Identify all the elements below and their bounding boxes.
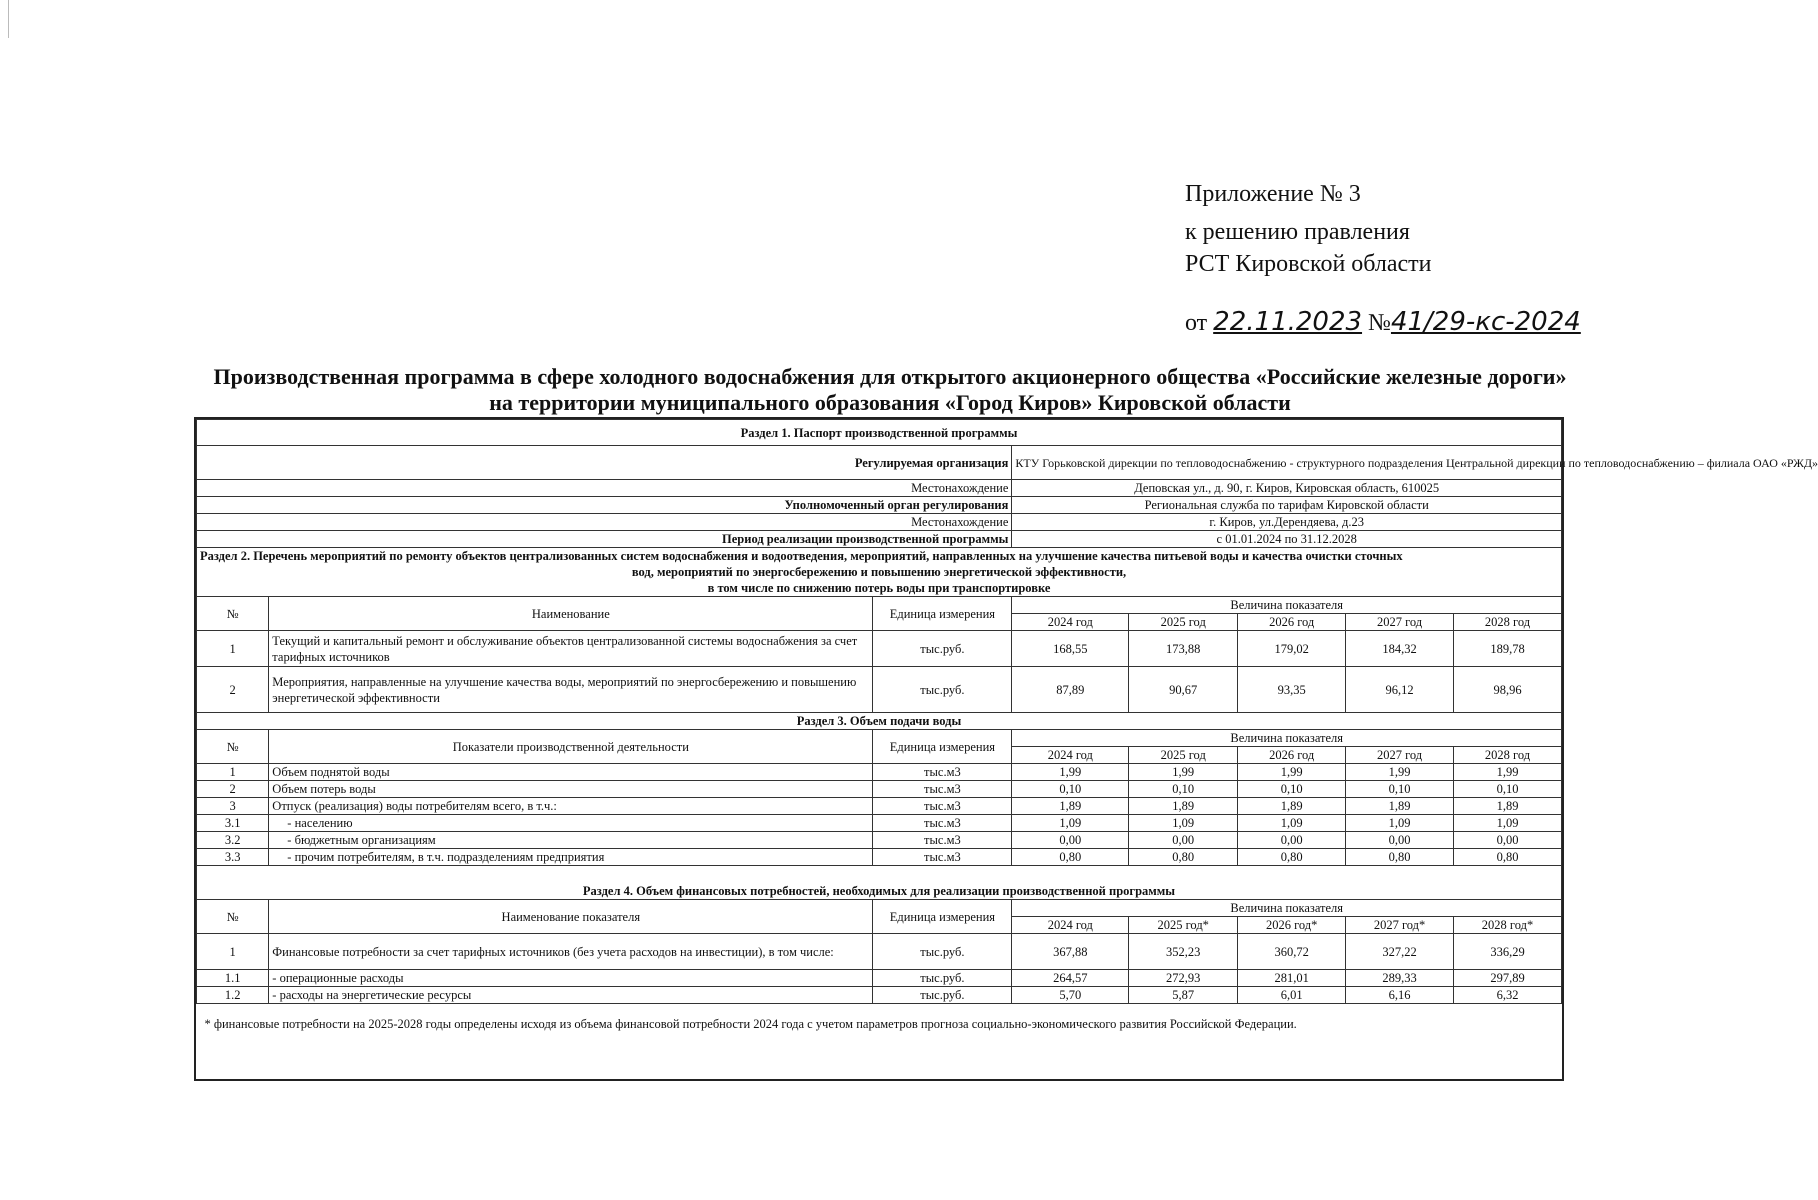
date-prefix: от [1185,310,1208,336]
year-header: 2026 год [1238,614,1346,631]
row-value: 5,70 [1012,987,1129,1004]
passport-value: КТУ Горьковской дирекции по тепловодоснабжению - структурного подразделения Центральной дирекции по тепловодоснабжению – филиала ОАО «РЖД» [1012,446,1562,480]
row-name: - операционные расходы [269,970,873,987]
row-name: - прочим потребителям, в т.ч. подразделениям предприятия [269,849,873,866]
table-row [197,667,1562,713]
row-no: 3 [197,798,269,815]
row-value: 0,00 [1238,832,1346,849]
section4-header: Раздел 4. Объем финансовых потребностей, необходимых для реализации производственной программы [197,866,1562,900]
table-row [197,849,1562,866]
col-name-header: Наименование [269,597,873,631]
title-line-1: Производственная программа в сфере холодного водоснабжения для открытого акционерного общества «Российские железные дороги» [213,364,1567,389]
scan-edge-line [8,0,9,38]
appendix-line-2: к решению правления [1185,219,1410,245]
row-value: 168,55 [1012,631,1129,667]
appendix-block [1185,178,1665,339]
row-no: 1 [197,764,269,781]
table-row [197,934,1562,970]
number-prefix: № [1368,310,1391,336]
row-value: 1,89 [1129,798,1238,815]
section3-rows [197,764,1562,866]
handwritten-number: 41/29-кс-2024 [1390,307,1581,337]
table-row [197,987,1562,1004]
row-unit: тыс.руб. [873,970,1012,987]
passport-value: с 01.01.2024 по 31.12.2028 [1012,531,1562,548]
year-header: 2024 год [1012,747,1129,764]
row-value: 360,72 [1238,934,1346,970]
year-header: 2024 год [1012,917,1129,934]
col-name-header: Показатели производственной деятельности [269,730,873,764]
row-no: 2 [197,781,269,798]
section2-header-line-1: Раздел 2. Перечень мероприятий по ремонту объектов централизованных систем водоснабжения и водоотведения, мероприятий, направленных на улучшение качества питьевой воды и качества очистки сточных [200,549,1403,563]
row-no: 1.1 [197,970,269,987]
passport-value: Деповская ул., д. 90, г. Киров, Кировская область, 610025 [1012,480,1562,497]
section2-header-line-3: в том числе по снижению потерь воды при транспортировке [707,581,1051,595]
row-value: 1,99 [1238,764,1346,781]
row-no: 2 [197,667,269,713]
row-value: 5,87 [1129,987,1238,1004]
row-name: - бюджетным организациям [269,832,873,849]
program-table [196,419,1818,1040]
table-row [197,781,1562,798]
row-unit: тыс.м3 [873,764,1012,781]
row-unit: тыс.руб. [873,631,1012,667]
passport-label: Местонахождение [197,514,1012,531]
row-name: - населению [269,815,873,832]
row-value: 189,78 [1454,631,1562,667]
col-unit-header: Единица измерения [873,597,1012,631]
col-no-header: № [197,730,269,764]
page-title [190,364,1590,416]
row-value: 352,23 [1129,934,1238,970]
row-name: Объем поднятой воды [269,764,873,781]
passport-value: Региональная служба по тарифам Кировской области [1012,497,1562,514]
row-value: 1,09 [1238,815,1346,832]
year-header: 2027 год [1346,747,1454,764]
row-value: 0,00 [1129,832,1238,849]
row-value: 1,09 [1346,815,1454,832]
section3-header: Раздел 3. Объем подачи воды [197,713,1562,730]
row-value: 1,99 [1129,764,1238,781]
section2-header-line-2: вод, мероприятий по энергосбережению и повышению энергетической эффективности, [631,565,1127,579]
col-value-header: Величина показателя [1012,730,1562,747]
row-value: 0,10 [1012,781,1129,798]
year-header: 2025 год [1129,747,1238,764]
row-value: 1,09 [1454,815,1562,832]
year-header: 2025 год [1129,614,1238,631]
table-row [197,798,1562,815]
col-unit-header: Единица измерения [873,900,1012,934]
row-value: 173,88 [1129,631,1238,667]
row-no: 3.3 [197,849,269,866]
row-unit: тыс.м3 [873,781,1012,798]
year-header: 2025 год* [1129,917,1238,934]
table-row [197,815,1562,832]
row-value: 1,09 [1012,815,1129,832]
row-value: 0,10 [1238,781,1346,798]
row-value: 1,99 [1346,764,1454,781]
row-unit: тыс.м3 [873,815,1012,832]
row-value: 1,89 [1012,798,1129,815]
row-no: 3.1 [197,815,269,832]
row-value: 1,89 [1238,798,1346,815]
row-unit: тыс.м3 [873,832,1012,849]
row-value: 6,16 [1346,987,1454,1004]
table-row [197,832,1562,849]
row-value: 1,89 [1454,798,1562,815]
row-unit: тыс.м3 [873,798,1012,815]
row-value: 0,80 [1129,849,1238,866]
row-value: 0,00 [1012,832,1129,849]
row-value: 0,00 [1346,832,1454,849]
row-name: Мероприятия, направленные на улучшение качества воды, мероприятий по энергосбережению и повышению энергетической эффективности [269,667,873,713]
row-value: 6,01 [1238,987,1346,1004]
year-header: 2028 год [1454,614,1562,631]
year-header: 2026 год [1238,747,1346,764]
row-value: 1,09 [1129,815,1238,832]
row-no: 1 [197,631,269,667]
row-value: 0,80 [1454,849,1562,866]
row-value: 0,00 [1454,832,1562,849]
col-value-header: Величина показателя [1012,597,1562,614]
row-unit: тыс.м3 [873,849,1012,866]
table-row [197,970,1562,987]
title-line-2: на территории муниципального образования «Город Киров» Кировской области [489,390,1291,415]
row-value: 0,80 [1346,849,1454,866]
row-value: 0,80 [1012,849,1129,866]
row-name: Отпуск (реализация) воды потребителям всего, в т.ч.: [269,798,873,815]
row-name: Финансовые потребности за счет тарифных источников (без учета расходов на инвестиции), в том числе: [269,934,873,970]
row-value: 87,89 [1012,667,1129,713]
row-value: 90,67 [1129,667,1238,713]
row-value: 98,96 [1454,667,1562,713]
handwritten-date: 22.11.2023 [1213,307,1363,337]
row-value: 367,88 [1012,934,1129,970]
appendix-line-3: РСТ Кировской области [1185,251,1432,277]
year-header: 2027 год* [1346,917,1454,934]
program-table-frame [194,417,1818,1081]
row-unit: тыс.руб. [873,667,1012,713]
row-value: 281,01 [1238,970,1346,987]
row-value: 0,10 [1346,781,1454,798]
row-value: 272,93 [1129,970,1238,987]
col-name-header: Наименование показателя [269,900,873,934]
row-value: 1,99 [1012,764,1129,781]
row-unit: тыс.руб. [873,987,1012,1004]
row-name: - расходы на энергетические ресурсы [269,987,873,1004]
row-value: 297,89 [1454,970,1562,987]
row-value: 184,32 [1346,631,1454,667]
row-value: 1,99 [1454,764,1562,781]
col-no-header: № [197,900,269,934]
row-name: Объем потерь воды [269,781,873,798]
passport-label: Местонахождение [197,480,1012,497]
col-unit-header: Единица измерения [873,730,1012,764]
row-value: 0,10 [1454,781,1562,798]
year-header: 2026 год* [1238,917,1346,934]
row-unit: тыс.руб. [873,934,1012,970]
col-value-header: Величина показателя [1012,900,1562,917]
row-value: 336,29 [1454,934,1562,970]
row-value: 0,80 [1238,849,1346,866]
passport-label: Регулируемая организация [197,446,1012,480]
year-header: 2027 год [1346,614,1454,631]
section2-header [197,548,1562,597]
row-no: 3.2 [197,832,269,849]
appendix-line-1: Приложение № 3 [1185,181,1361,207]
year-header: 2028 год [1454,747,1562,764]
passport-value: г. Киров, ул.Дерендяева, д.23 [1012,514,1562,531]
row-no: 1.2 [197,987,269,1004]
table-row [197,764,1562,781]
section4-block [197,866,1562,1041]
row-name: Текущий и капитальный ремонт и обслуживание объектов централизованной системы водоснабжения за счет тарифных источников [269,631,873,667]
row-value: 6,32 [1454,987,1562,1004]
passport-label: Уполномоченный орган регулирования [197,497,1012,514]
year-header: 2028 год* [1454,917,1562,934]
decision-date-number [1185,306,1665,339]
year-header: 2024 год [1012,614,1129,631]
col-no-header: № [197,597,269,631]
row-value: 93,35 [1238,667,1346,713]
row-value: 0,10 [1129,781,1238,798]
row-value: 179,02 [1238,631,1346,667]
program-table-body [197,420,1818,764]
row-value: 96,12 [1346,667,1454,713]
passport-label: Период реализации производственной программы [197,531,1012,548]
row-no: 1 [197,934,269,970]
footnote: * финансовые потребности на 2025-2028 годы определены исходя из объема финансовой потребности 2024 года с учетом параметров прогноза социально-экономического развития Российской Федерации. [204,1017,1297,1031]
row-value: 1,89 [1346,798,1454,815]
table-row [197,631,1562,667]
row-value: 327,22 [1346,934,1454,970]
row-value: 264,57 [1012,970,1129,987]
row-value: 289,33 [1346,970,1454,987]
section1-header: Раздел 1. Паспорт производственной программы [197,420,1562,446]
